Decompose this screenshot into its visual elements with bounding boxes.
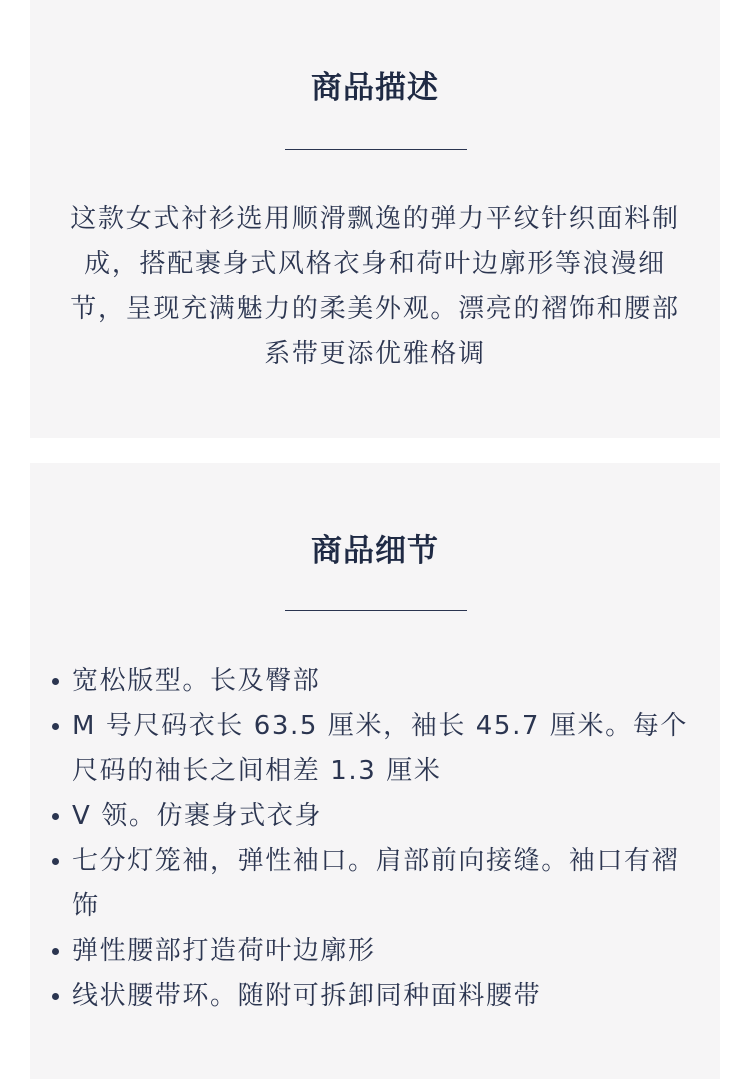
description-title: 商品描述	[311, 70, 439, 106]
details-title: 商品细节	[311, 533, 439, 569]
bullet-icon	[52, 993, 59, 1000]
bullet-icon	[52, 723, 59, 730]
details-item-text: 线状腰带环。随附可拆卸同种面料腰带	[72, 981, 542, 1011]
bullet-icon	[52, 813, 59, 820]
details-divider	[285, 610, 467, 611]
details-list-item	[72, 704, 702, 794]
details-item-text: M 号尺码衣长 63.5 厘米，袖长 45.7 厘米。每个尺码的袖长之间相差 1.3 厘米	[72, 711, 688, 786]
description-divider	[285, 149, 467, 150]
details-list-item	[72, 929, 702, 974]
details-item-text: V 领。仿裹身式衣身	[72, 801, 323, 831]
details-item-text: 宽松版型。长及臀部	[72, 666, 321, 696]
details-list-item	[72, 794, 702, 839]
details-list-item	[72, 659, 702, 704]
details-list-item	[72, 839, 702, 929]
product-details-card	[30, 463, 720, 1079]
details-item-text: 七分灯笼袖，弹性袖口。肩部前向接缝。袖口有褶饰	[72, 846, 680, 921]
bullet-icon	[52, 948, 59, 955]
product-description-card	[30, 0, 720, 438]
bullet-icon	[52, 678, 59, 685]
details-list	[72, 659, 702, 1019]
bullet-icon	[52, 858, 59, 865]
details-item-text: 弹性腰部打造荷叶边廓形	[72, 936, 376, 966]
details-list-item	[72, 974, 702, 1019]
description-text: 这款女式衬衫选用顺滑飘逸的弹力平纹针织面料制成，搭配裹身式风格衣身和荷叶边廓形等浪漫细节，呈现充满魅力的柔美外观。漂亮的褶饰和腰部系带更添优雅格调	[70, 204, 680, 369]
